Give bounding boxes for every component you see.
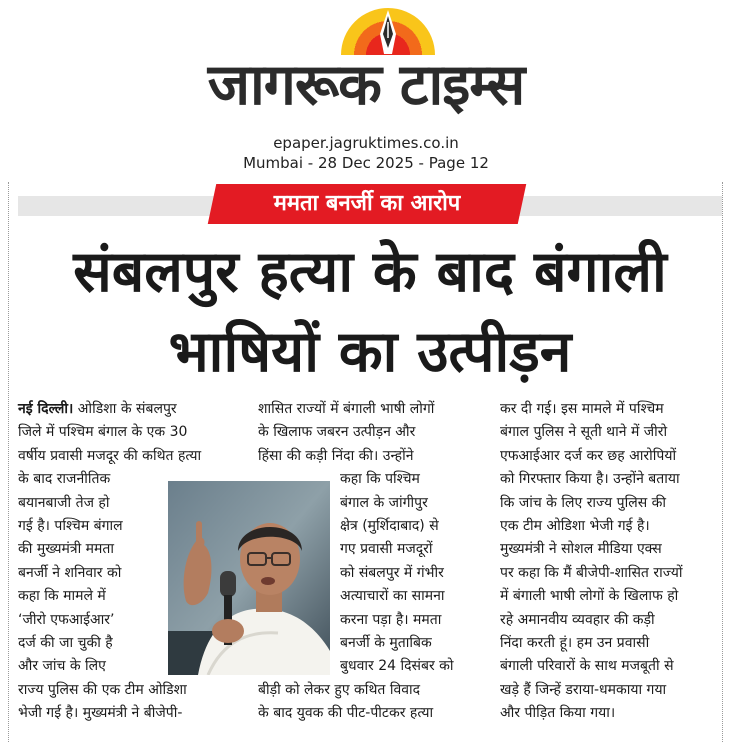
column-line: कर दी गई। इस मामले में पश्चिम	[500, 401, 664, 417]
column-line: गए प्रवासी मजदूरों	[340, 541, 433, 558]
column-line: कहा कि पश्चिम	[340, 471, 420, 488]
column-line: में बंगाली भाषी लोगों के खिलाफ हो	[500, 588, 679, 605]
column-line: हिंसा की कड़ी निंदा की। उन्होंने	[258, 447, 414, 464]
column-line: मुख्यमंत्री ने सोशल मीडिया एक्स	[500, 541, 662, 558]
column-line: दर्ज की जा चुकी है	[18, 635, 113, 652]
right-column-rule	[722, 182, 723, 742]
column-line: एफआईआर दर्ज कर छह आरोपियों	[500, 447, 677, 464]
column-line: बनर्जी के मुताबिक	[340, 635, 432, 652]
masthead	[0, 0, 732, 135]
column-line: नई दिल्ली। ओडिशा के संबलपुर	[18, 401, 177, 417]
column-line: ‘जीरो एफआईआर’	[18, 611, 115, 628]
article-column-3	[500, 398, 722, 726]
column-line: बंगाल पुलिस ने सूती थाने में जीरो	[500, 424, 668, 441]
column-line: भेजी गई है। मुख्यमंत्री ने बीजेपी-	[18, 705, 183, 722]
column-line: को संबलपुर में गंभीर	[340, 564, 444, 581]
rising-sun-logo-icon	[341, 8, 435, 55]
column-line: बयानबाजी तेज हो	[18, 494, 110, 511]
column-line: शासित राज्यों में बंगाली भाषी लोगों	[258, 401, 435, 417]
column-line: कि जांच के लिए राज्य पुलिस की	[500, 494, 666, 511]
headline-line-2: भाषियों का उत्पीड़न	[168, 319, 572, 385]
column-line: जिले में पश्चिम बंगाल के एक 30	[18, 424, 188, 441]
column-line: राज्य पुलिस की एक टीम ओडिशा	[18, 681, 187, 698]
column-line: और पीड़ित किया गया।	[500, 705, 616, 722]
dateline: नई दिल्ली।	[18, 401, 74, 417]
headline-line-1: संबलपुर हत्या के बाद बंगाली	[73, 239, 667, 305]
column-line: बंगाल के जांगीपुर	[340, 494, 428, 511]
edition-info	[0, 133, 732, 173]
column-line: वर्षीय प्रवासी मजदूर की कथित हत्या	[18, 447, 202, 464]
column-line: क्षेत्र (मुर्शिदाबाद) से	[340, 518, 439, 535]
column-line: निंदा करती हूं। हम उन प्रवासी	[500, 635, 650, 652]
column-line: बुधवार 24 दिसंबर को	[340, 658, 454, 675]
column-line: एक टीम ओडिशा भेजी गई है।	[500, 518, 650, 535]
epaper-url[interactable]: epaper.jagruktimes.co.in	[273, 134, 459, 152]
column-line: करना पड़ा है। ममता	[340, 611, 442, 628]
left-column-rule	[8, 182, 9, 742]
column-line: बनर्जी ने शनिवार को	[18, 564, 122, 581]
column-line: को गिरफ्तार किया है। उन्होंने बताया	[500, 471, 680, 488]
kicker-text: ममता बनर्जी का आरोप	[273, 191, 461, 216]
column-line: कहा कि मामले में	[18, 588, 106, 605]
column-line: के बाद राजनीतिक	[18, 471, 111, 488]
column-line: के बाद युवक की पीट-पीटकर हत्या	[258, 705, 434, 722]
speaker-photo	[168, 481, 330, 675]
column-line: और जांच के लिए	[18, 658, 106, 675]
column-line: बीड़ी को लेकर हुए कथित विवाद	[258, 681, 421, 698]
column-line: की मुख्यमंत्री ममता	[18, 541, 115, 558]
headline	[20, 232, 720, 392]
newspaper-name: जागरूक टाइम्स	[207, 52, 525, 118]
column-line: बंगाली परिवारों के साथ मजबूती से	[500, 658, 674, 675]
column-line: रहे अमानवीय व्यवहार की कड़ी	[500, 611, 655, 628]
column-line: खड़े हैं जिन्हें डराया-धमकाया गया	[500, 681, 667, 698]
column-line: के खिलाफ जबरन उत्पीड़न और	[258, 424, 416, 441]
column-line: अत्याचारों का सामना	[340, 588, 445, 605]
column-line: गई है। पश्चिम बंगाल	[18, 518, 123, 535]
column-line: पर कहा कि मैं बीजेपी-शासित राज्यों	[500, 564, 683, 581]
edition-date-page: Mumbai - 28 Dec 2025 - Page 12	[243, 154, 489, 172]
